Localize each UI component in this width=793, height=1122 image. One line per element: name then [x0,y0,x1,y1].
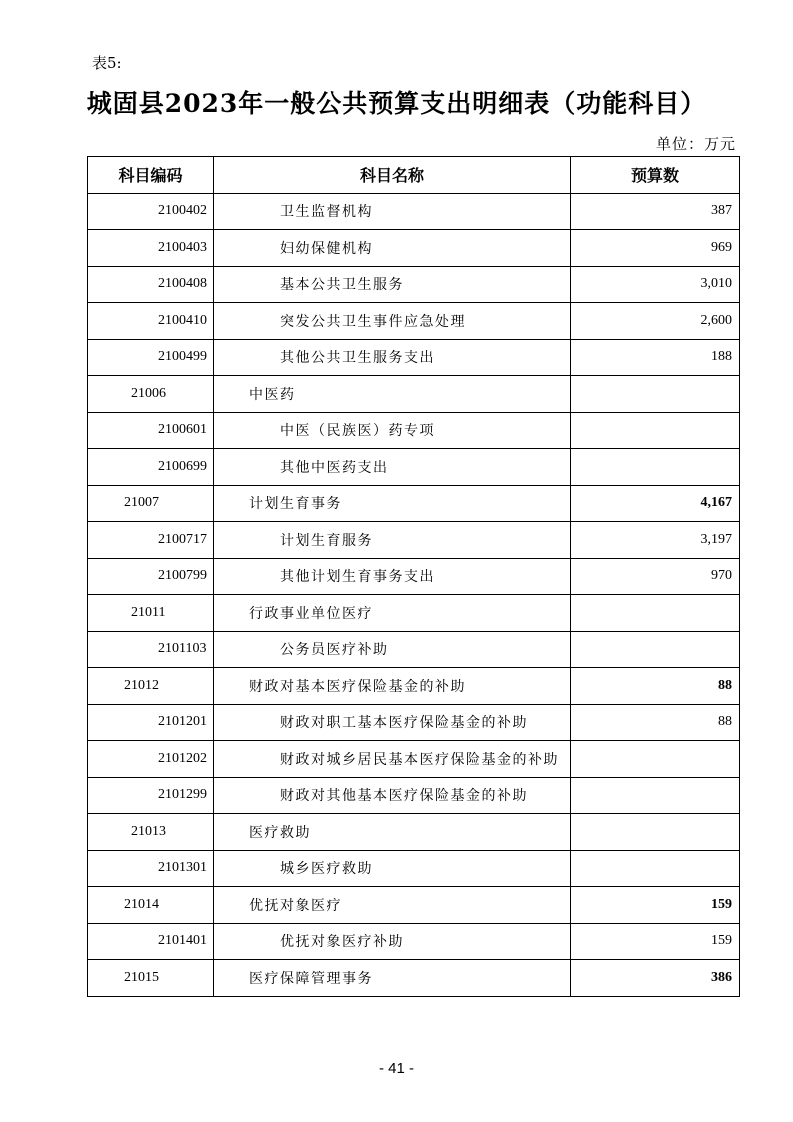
row-amount: 88 [571,668,740,705]
row-amount: 2,600 [571,303,740,340]
table-row [88,376,740,413]
table-header-row [88,157,740,194]
row-amount [571,631,740,668]
table-row [88,595,740,632]
row-name: 城乡医疗救助 [214,850,571,887]
row-name: 财政对职工基本医疗保险基金的补助 [214,704,571,741]
row-amount: 386 [571,960,740,997]
row-name: 财政对城乡居民基本医疗保险基金的补助 [214,741,571,778]
row-name: 医疗救助 [214,814,571,851]
row-amount [571,376,740,413]
row-code: 2100408 [88,266,214,303]
row-amount: 4,167 [571,485,740,522]
row-code: 2101299 [88,777,214,814]
row-amount: 969 [571,230,740,267]
row-code: 21011 [88,595,214,632]
table-row [88,814,740,851]
table-row [88,412,740,449]
row-code: 2100403 [88,230,214,267]
row-code: 21013 [88,814,214,851]
row-code: 2100499 [88,339,214,376]
row-name: 基本公共卫生服务 [214,266,571,303]
row-amount [571,412,740,449]
row-name: 中医药 [214,376,571,413]
row-code: 2101401 [88,923,214,960]
row-code: 2100699 [88,449,214,486]
row-name: 优抚对象医疗 [214,887,571,924]
table-row [88,704,740,741]
header-amount: 预算数 [571,157,740,194]
table-row [88,777,740,814]
row-code: 2100799 [88,558,214,595]
table-row [88,923,740,960]
table-row [88,303,740,340]
row-code: 2100402 [88,193,214,230]
row-name: 卫生监督机构 [214,193,571,230]
table-row [88,741,740,778]
row-code: 2101202 [88,741,214,778]
row-amount [571,595,740,632]
row-code: 21007 [88,485,214,522]
table-row [88,887,740,924]
row-name: 其他中医药支出 [214,449,571,486]
table-row [88,558,740,595]
table-row [88,850,740,887]
table-row [88,266,740,303]
table-row [88,230,740,267]
row-name: 中医（民族医）药专项 [214,412,571,449]
row-name: 计划生育服务 [214,522,571,559]
row-code: 21006 [88,376,214,413]
header-code: 科目编码 [88,157,214,194]
row-amount: 3,010 [571,266,740,303]
row-code: 2100410 [88,303,214,340]
row-name: 财政对基本医疗保险基金的补助 [214,668,571,705]
budget-table [87,156,740,997]
table-number-label: 表5: [92,54,122,72]
row-name: 其他计划生育事务支出 [214,558,571,595]
table-row [88,668,740,705]
row-amount [571,814,740,851]
row-name: 行政事业单位医疗 [214,595,571,632]
row-amount: 159 [571,887,740,924]
table-row [88,960,740,997]
row-name: 财政对其他基本医疗保险基金的补助 [214,777,571,814]
table-row [88,485,740,522]
table-row [88,522,740,559]
page-number: - 41 - [378,1060,414,1077]
row-name: 计划生育事务 [214,485,571,522]
row-name: 其他公共卫生服务支出 [214,339,571,376]
table-row [88,339,740,376]
row-code: 2100717 [88,522,214,559]
row-amount: 970 [571,558,740,595]
header-name: 科目名称 [214,157,571,194]
row-amount: 88 [571,704,740,741]
row-name: 优抚对象医疗补助 [214,923,571,960]
row-name: 突发公共卫生事件应急处理 [214,303,571,340]
page-title: 城固县2023年一般公共预算支出明细表（功能科目） [86,89,707,118]
row-code: 2101301 [88,850,214,887]
row-amount [571,741,740,778]
row-amount: 387 [571,193,740,230]
table-body [88,193,740,996]
row-code: 2101201 [88,704,214,741]
row-code: 21014 [88,887,214,924]
row-name: 公务员医疗补助 [214,631,571,668]
unit-label: 单位：万元 [655,135,736,153]
row-amount [571,777,740,814]
table-row [88,631,740,668]
row-code: 21012 [88,668,214,705]
row-code: 2101103 [88,631,214,668]
row-amount: 3,197 [571,522,740,559]
row-amount: 159 [571,923,740,960]
row-amount [571,449,740,486]
table-row [88,193,740,230]
table-row [88,449,740,486]
row-name: 医疗保障管理事务 [214,960,571,997]
row-amount: 188 [571,339,740,376]
row-name: 妇幼保健机构 [214,230,571,267]
row-amount [571,850,740,887]
row-code: 2100601 [88,412,214,449]
row-code: 21015 [88,960,214,997]
